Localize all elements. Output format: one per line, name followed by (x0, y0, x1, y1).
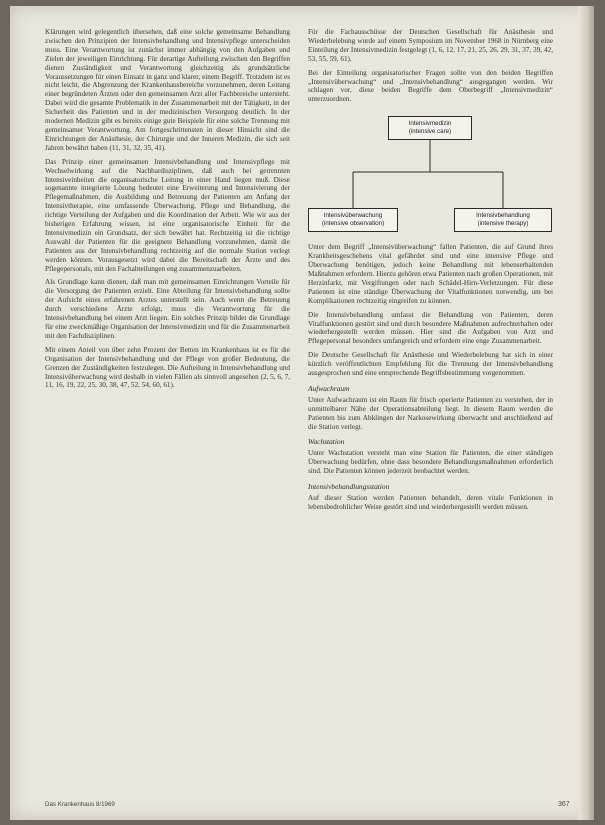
right-paragraph-3: Die Deutsche Gesellschaft für Anästhesie und Wiederbelebung hat sich in einer kürzlich veröffentlichten Empfehlung für die Trennung der Intensivbehandlung ausgesprochen und eine entsprechende Begriffsbestimmung vorgenommen. (308, 351, 553, 378)
diagram-box-intensive-observation (308, 208, 398, 232)
journal-footer: Das Krankenhaus 8/1969 (45, 801, 115, 808)
concept-diagram (308, 110, 553, 235)
section-heading-wachstation: Wachstation (308, 437, 345, 447)
left-paragraph-1: Klärungen wird gelegentlich übersehen, daß eine solche gemeinsame Behandlung zwischen den Prinzipien der Intensivbehandlung und Intensivpflege unterscheiden muss. Eine Verantwortung ist zunächst immer abhängig von den Aufgaben und Zielen der jeweiligen Einrichtung. Für derartige Aufteilung zwischen den Begriffen dienen Zuständigkeit und Verantwortung gleichzeitig als grundsätzliche Voraussetzungen für einen Einsatz in ganz und klarer, einem Begriff. Trotzdem ist es nicht leicht, die Abgrenzung der Krankenhausbereiche vorzunehmen, deren Leitung einer begründeten Ärzten oder den gemeinsamen Arzt aller Fachbereiche untersteht. Dabei wird die gesamte Problematik in der Zusammenarbeit mit der Tätigkeit, in der Sicherheit des Patienten und in der medizinischen Versorgung deutlich. In der modernen Medizin gibt es bereits einige gute Beispiele für eine solche Trennung mit gemeinsamer Verantwortung. Am fortgeschrittensten in dieser Hinsicht sind die Einrichtungen der Anästhesie, der Chirurgie und der Inneren Medizin, die sich seit Jahren bewährt haben (11, 31, 32, 35, 41). (45, 28, 290, 152)
right-paragraph-1: Unter dem Begriff „Intensivüberwachung“ fallen Patienten, die auf Grund ihres Krankheitsgeschehens vital gefährdet sind und eine intensive Pflege und Überwachung benötigen, jedoch keine Behandlung mit lebenserhaltenden Maßnahmen erfordern. Hierzu gehören etwa Patienten nach großen Operationen, mit Herzinfarkt, mit Vergiftungen oder nach Schädel-Hirn-Verletzungen. Für diese Patienten ist eine ständige Überwachung der Vitalfunktionen notwendig, um bei Komplikationen rechtzeitig eingreifen zu können. (308, 243, 553, 305)
document-page (10, 6, 594, 820)
section-heading-intensivbehandlungsstation: Intensivbehandlungsstation (308, 482, 390, 492)
page-spine-shadow (578, 6, 594, 820)
left-column (45, 28, 290, 395)
box-right-subtitle: (intensive therapy) (477, 219, 529, 227)
right-column (308, 28, 553, 517)
section-text-wachstation: Unter Wachstation versteht man eine Station für Patienten, die einer ständigen Überwachung bedürfen, ohne dass besondere Behandlungsmaßnahmen erforderlich sind. Die Patienten können jederzeit beobachtet werden. (308, 449, 553, 476)
left-paragraph-2: Das Prinzip einer gemeinsamen Intensivbehandlung und Intensivpflege mit Wechselwirkung auf die Nachbardisziplinen, daß auch bei getrennten Intensiveinheiten die organisatorische Leitung in einer Hand liegen muß. Diese sogenannte integrierte Lösung bedeutet eine Erweiterung und Intensivierung der Pflegemaßnahmen, die Ausbildung und Betreuung der Patienten am Anfang der Intensivtherapie, eine umfassende Überwachung, Pflege und Behandlung, die richtige Verteilung der Aufgaben und die Koordination der Arbeit. Wie wir aus der bisherigen Erfahrung wissen, ist eine organisatorische Einheit für die Intensivmedizin ein Grundsatz, der sich bewährt hat. Rechtzeitig ist die richtige Auswahl der Patienten für die geeignete Behandlung vorzunehmen, damit die Patienten aus der Intensivbehandlung rechtzeitig auf die normale Station verlegt werden können. Vorausgesetzt wird dabei die Bereitschaft der Ärzte und des Pflegepersonals, mit den Fachabteilungen eng zusammenzuarbeiten. (45, 157, 290, 273)
right-intro-2: Bei der Einteilung organisatorischer Fragen sollte von den beiden Begriffen „Intensivüberwachung“ und „Intensivbehandlung“ ausgegangen werden. Wir schlagen vor, diese beiden Begriffe dem Oberbegriff „Intensivmedizin“ unterzuordnen. (308, 68, 553, 104)
box-top-subtitle: (intensive care) (408, 127, 452, 135)
section-heading-aufwachraum: Aufwachraum (308, 383, 350, 393)
box-left-subtitle: (intensive observation) (321, 219, 385, 227)
section-text-aufwachraum: Unter Aufwachraum ist ein Raum für frisch operierte Patienten zu verstehen, der in unmittelbarer Nähe der Operationsabteilung liegt. In diesem Raum werden die Patienten bis zum Abklingen der Narkosewirkung überwacht und anschließend auf die Station verlegt. (308, 395, 553, 431)
section-text-intensivbehandlungsstation: Auf dieser Station werden Patienten behandelt, deren vitale Funktionen in lebensbedrohlicher Weise gestört sind und wiederhergestellt werden müssen. (308, 494, 553, 511)
left-paragraph-3: Als Grundlage kann dienen, daß man mit gemeinsamen Einrichtungen Vorteile für die Versorgung der Patienten erzielt. Eine Abteilung für Intensivbehandlung sollte der Aufsicht eines erfahrenen Arztes unterstellt sein. Auch wenn die Betreuung durch verschiedene Ärzte erfolgt, muss die Verantwortung für die Intensivbehandlung bei einem Arzt liegen. Ein solches Prinzip bildet die Grundlage für eine zweckmäßige Organisation der Intensivmedizin und für die Zusammenarbeit mit den Fachdisziplinen. (45, 278, 290, 340)
diagram-box-intensive-care (388, 116, 472, 140)
page-number: 367 (558, 801, 570, 808)
box-top-title: Intensivmedizin (408, 120, 452, 128)
diagram-box-intensive-therapy (454, 208, 552, 232)
right-intro-1: Für die Fachausschüsse der Deutschen Gesellschaft für Anästhesie und Wiederbelebung wurde auf einem Symposium im November 1968 in Nürnberg eine Einteilung der Intensivmedizin festgelegt (1, 6, 12, 17, 21, 25, 26, 29, 31, 37, 39, 42, 53, 55, 59, 61). (308, 28, 553, 63)
box-left-title: Intensivüberwachung (323, 212, 383, 220)
right-paragraph-2: Die Intensivbehandlung umfasst die Behandlung von Patienten, deren Vitalfunktionen gestört sind und durch besondere Maßnahmen aufrechterhalten oder wiederhergestellt werden müssen. Hier sind die Aufgaben von Arzt und Pflegepersonal besonders umfangreich und erfordern eine enge Zusammenarbeit. (308, 310, 553, 346)
left-paragraph-4: Mit einem Anteil von über zehn Prozent der Betten im Krankenhaus ist es für die Organisation der Intensivbehandlung und der Pflege von großer Bedeutung, die Grenzen der Zuständigkeiten festzulegen. Die Aufteilung in Intensivbehandlung und Intensivüberwachung wird deshalb in vielen Fällen als sinnvoll angesehen (2, 5, 6, 7, 11, 16, 19, 22, 25, 30, 38, 47, 52, 54, 60, 61). (45, 345, 290, 390)
box-right-title: Intensivbehandlung (476, 212, 530, 220)
